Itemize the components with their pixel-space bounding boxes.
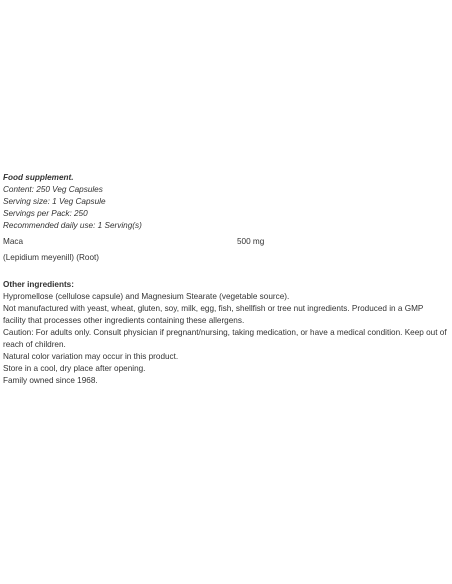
servings-per-pack-line: Servings per Pack: 250 <box>3 209 88 218</box>
storage-note: Store in a cool, dry place after opening. <box>3 364 146 373</box>
color-variation-note: Natural color variation may occur in this product. <box>3 352 179 361</box>
ingredient-detail: (Lepidium meyenill) (Root) <box>3 253 100 262</box>
ingredient-name: Maca <box>3 237 24 246</box>
family-owned-note: Family owned since 1968. <box>3 376 98 385</box>
caution-statement: Caution: For adults only. Consult physician if pregnant/nursing, taking medication, or have a medical condition. Keep out of reach of children. <box>3 328 447 349</box>
supplement-facts-document <box>3 172 449 387</box>
serving-size-line: Serving size: 1 Veg Capsule <box>3 197 106 206</box>
ingredient-row <box>3 236 449 248</box>
ingredient-amount: 500 mg <box>237 237 265 246</box>
supplement-heading: Food supplement. <box>3 173 74 182</box>
content-line: Content: 250 Veg Capsules <box>3 185 103 194</box>
allergen-statement: Not manufactured with yeast, wheat, gluten, soy, milk, egg, fish, shellfish or tree nut ingredients. Produced in a GMP facility that processes other ingredients containing these allergens. <box>3 304 424 325</box>
recommended-use-line: Recommended daily use: 1 Serving(s) <box>3 221 142 230</box>
other-ingredients-list: Hypromellose (cellulose capsule) and Magnesium Stearate (vegetable source). <box>3 292 290 301</box>
other-ingredients-heading: Other ingredients: <box>3 280 74 289</box>
